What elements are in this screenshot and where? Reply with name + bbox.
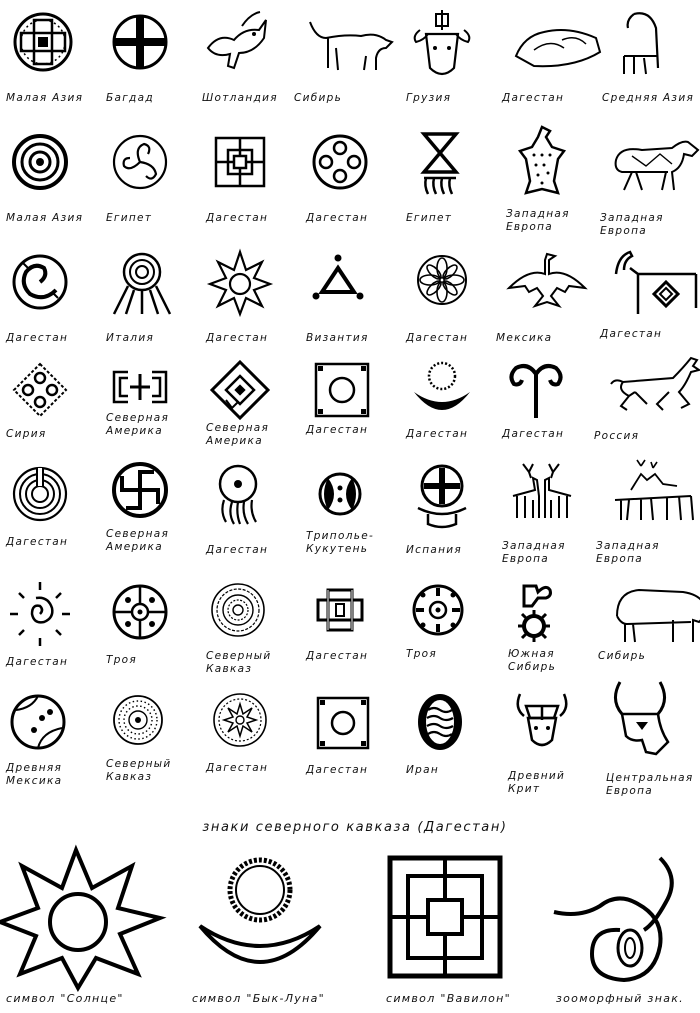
symbol-caption: Дагестан (206, 762, 269, 774)
symbol-caption: Северный Кавказ (206, 650, 272, 675)
symbol-caption: Триполье-Кукутень (306, 530, 375, 555)
ornamental-disk-symbol (208, 580, 278, 654)
symbol-caption: Испания (406, 544, 463, 556)
symbol-caption: Западная Европа (600, 212, 664, 237)
square-circle-symbol (308, 358, 378, 432)
sun-rays-down-symbol (208, 460, 278, 534)
symbol-caption: Египет (406, 212, 453, 224)
eagle-symbol (508, 118, 578, 202)
symbol-caption: Дагестан (406, 332, 469, 344)
carved-stone-symbol (504, 8, 594, 82)
symbol-cell (204, 458, 304, 574)
symbol-caption: Дагестан (502, 92, 565, 104)
symbol-caption: Дагестан (206, 212, 269, 224)
animal-figures-symbol (204, 8, 274, 82)
horse-symbol (602, 128, 692, 202)
goat-diamond-symbol (602, 248, 692, 322)
symbol-cell (104, 246, 204, 362)
symbol-cell (304, 126, 404, 242)
big-symbol-cell (380, 848, 550, 1013)
disk-dots-symbol (8, 690, 78, 764)
symbol-caption: Сирия (6, 428, 47, 440)
symbol-cell (304, 458, 404, 574)
symbol-caption: Центральная Европа (606, 772, 694, 797)
symbol-cell (304, 246, 404, 362)
symbol-caption: зооморфный знак. (556, 992, 684, 1005)
symbol-cell (404, 126, 504, 242)
symbol-caption: Дагестан (306, 424, 369, 436)
symbol-caption: Западная Европа (596, 540, 660, 565)
symbol-caption: Древний Крит (508, 770, 566, 795)
bison-symbol (600, 580, 696, 654)
symbol-caption: Дагестан (502, 428, 565, 440)
symbol-cell (592, 350, 692, 466)
symbol-cell (104, 6, 204, 122)
symbol-caption: Троя (406, 648, 438, 660)
spiral-sun-symbol (8, 580, 78, 654)
yin-yang-dots-symbol (308, 460, 378, 534)
triangle-dots-symbol (308, 248, 378, 322)
symbol-cell (500, 458, 600, 574)
bull-drawing-symbol (296, 8, 386, 82)
symbol-cell (200, 6, 300, 122)
symbol-cell (304, 578, 404, 694)
symbol-cell (404, 458, 504, 574)
symbol-cell (404, 246, 504, 362)
nested-squares-symbol (208, 128, 278, 202)
big-symbol-cell (180, 848, 350, 1013)
symbol-cell (204, 356, 304, 472)
symbol-caption: Дагестан (6, 656, 69, 668)
symbol-cell (104, 356, 204, 472)
bull-axe-symbol (510, 690, 580, 764)
zigzag-square-symbol (8, 358, 78, 432)
babylon-symbol (380, 848, 550, 988)
symbol-cell (104, 578, 204, 694)
symbol-caption: Северная Америка (206, 422, 270, 447)
symbol-caption: Шотландия (202, 92, 278, 104)
symbol-cell (104, 688, 204, 804)
spiral-disk-symbol (8, 248, 78, 322)
goat-horns-symbol (604, 8, 674, 82)
symbol-caption: Сибирь (598, 650, 647, 662)
symbol-caption: Дагестан (406, 428, 469, 440)
wave-oval-symbol (408, 690, 478, 764)
ram-horns-symbol (504, 358, 574, 432)
symbol-caption: Западная Европа (506, 208, 570, 233)
symbol-caption: Средняя Азия (602, 92, 695, 104)
rosette-symbol (408, 248, 478, 322)
star-sun-symbol (208, 248, 278, 322)
symbol-caption: символ "Бык-Луна" (192, 992, 326, 1005)
running-horse-symbol (596, 352, 692, 426)
symbol-caption: Сибирь (294, 92, 343, 104)
symbol-cell (4, 578, 104, 694)
dotted-disk-symbol (108, 690, 178, 764)
symbol-cell (4, 688, 104, 804)
symbol-caption: Грузия (406, 92, 452, 104)
symbol-caption: Древняя Мексика (6, 762, 63, 787)
symbol-cell (204, 688, 304, 804)
symbol-caption: Египет (106, 212, 153, 224)
bird-symbol (498, 248, 582, 322)
symbol-cell (304, 688, 404, 804)
hourglass-symbol (408, 128, 478, 202)
symbol-cell (404, 578, 504, 694)
wheel-on-base-symbol (408, 460, 478, 534)
symbol-cell (204, 246, 304, 362)
symbol-caption: Троя (106, 654, 138, 666)
symbol-caption: Дагестан (600, 328, 663, 340)
symbol-cell (4, 126, 104, 242)
triskelion-symbol (108, 128, 178, 202)
symbol-caption: Северная Америка (106, 412, 170, 437)
symbol-cell (304, 356, 404, 472)
symbol-cell (404, 356, 504, 472)
symbol-cell (506, 578, 606, 694)
framed-circle-symbol (308, 690, 378, 764)
symbol-cell (494, 246, 594, 362)
symbol-caption: символ "Солнце" (6, 992, 124, 1005)
symbol-caption: Мексика (496, 332, 553, 344)
symbol-caption: Дагестан (6, 536, 69, 548)
bull-head-horns-symbol (608, 674, 678, 760)
symbol-cell (4, 246, 104, 362)
symbol-caption: Дагестан (306, 764, 369, 776)
symbol-caption: Западная Европа (502, 540, 566, 565)
symbol-cell (104, 126, 204, 242)
symbol-caption: Дагестан (306, 212, 369, 224)
spiral-diamond-symbol (208, 358, 278, 432)
swastika-circle-symbol (108, 460, 178, 534)
rayed-arch-symbol (108, 248, 178, 322)
cross-sun-symbol (8, 8, 78, 82)
symbol-cell (506, 688, 606, 804)
symbol-cell (404, 688, 504, 804)
symbol-cell (500, 6, 600, 122)
symbol-caption: Малая Азия (6, 92, 84, 104)
labyrinth-symbol (8, 460, 78, 534)
symbol-cell (600, 6, 700, 122)
sunburst-disk-symbol (208, 690, 278, 764)
symbol-caption: Северный Кавказ (106, 758, 172, 783)
symbol-caption: Малая Азия (6, 212, 84, 224)
four-dots-circle-symbol (308, 128, 378, 202)
symbol-cell (404, 6, 504, 122)
symbol-cell (598, 126, 698, 242)
symbol-cell (500, 356, 600, 472)
symbol-caption: Южная Сибирь (508, 648, 557, 673)
symbol-caption: Дагестан (206, 544, 269, 556)
symbol-caption: Россия (594, 430, 640, 442)
symbol-caption: Византия (306, 332, 369, 344)
symbol-caption: Дагестан (306, 650, 369, 662)
symbol-cell (4, 458, 104, 574)
symbol-cell (504, 116, 604, 232)
sun-symbol (0, 848, 170, 988)
symbol-caption: Дагестан (206, 332, 269, 344)
big-symbol-cell (540, 848, 700, 1013)
section-heading: знаки северного кавказа (Дагестан) (202, 820, 508, 835)
concentric-circles-symbol (8, 128, 78, 202)
symbol-cell (4, 356, 104, 472)
symbol-caption: Северная Америка (106, 528, 170, 553)
symbol-cell (594, 458, 694, 574)
zoomorphic-symbol (540, 848, 700, 988)
symbol-cell (292, 6, 392, 122)
bull-head-symbol (408, 8, 478, 82)
sun-moon-symbol (408, 358, 478, 432)
gear-disk-symbol (408, 580, 478, 654)
bird-wheel-symbol (510, 580, 580, 654)
symbol-cell (598, 246, 698, 362)
symbol-caption: Багдад (106, 92, 154, 104)
knot-symbol (308, 580, 378, 654)
symbol-cell (204, 578, 304, 694)
cross-wheel-symbol (108, 8, 178, 82)
symbol-caption: символ "Вавилон" (386, 992, 512, 1005)
symbol-cell (204, 126, 304, 242)
symbol-caption: Иран (406, 764, 440, 776)
deer-pair-symbol (504, 460, 584, 534)
cross-circle-dots-symbol (108, 580, 178, 654)
symbol-cell (4, 6, 104, 122)
symbol-cell (604, 672, 700, 797)
big-symbol-cell (0, 848, 170, 1013)
symbol-caption: Дагестан (6, 332, 69, 344)
symbol-caption: Италия (106, 332, 155, 344)
bull-moon-symbol (180, 848, 350, 988)
deer-herd-symbol (598, 460, 694, 534)
symbol-cell (104, 458, 204, 574)
